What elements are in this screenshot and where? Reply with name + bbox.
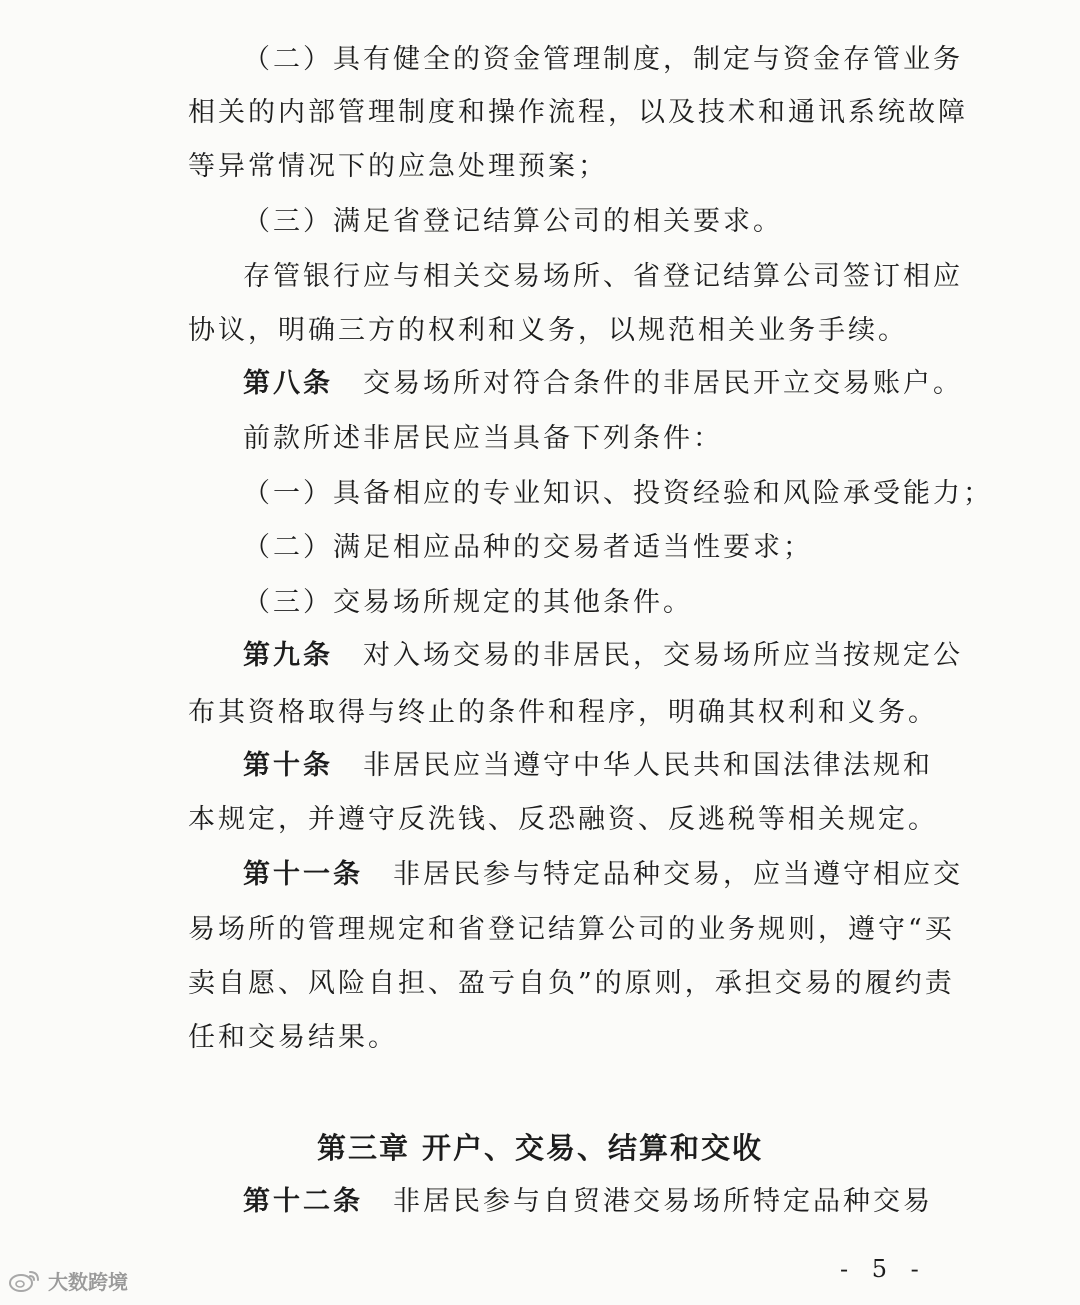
article-11-line xyxy=(0,855,1080,895)
paragraph-line xyxy=(0,311,1080,351)
line-text: 非居民应当遵守中华人民共和国法律法规和 xyxy=(363,750,933,781)
paragraph-line xyxy=(0,800,1080,840)
paragraph-line xyxy=(0,40,1080,80)
paragraph-line xyxy=(0,1018,1080,1058)
watermark-text: 大数跨境 xyxy=(48,1270,128,1294)
paragraph-line xyxy=(0,528,1080,568)
line-text: 易场所的管理规定和省登记结算公司的业务规则，遵守“买 xyxy=(188,914,955,945)
line-text: 协议，明确三方的权利和义务，以规范相关业务手续。 xyxy=(188,315,908,346)
page-number: - 5 - xyxy=(840,1255,927,1283)
paragraph-line xyxy=(0,257,1080,297)
paragraph-line xyxy=(0,202,1080,242)
article-label: 第十一条 xyxy=(243,859,363,890)
article-9-line xyxy=(0,636,1080,676)
article-label: 第十二条 xyxy=(243,1186,363,1217)
line-text: 布其资格取得与终止的条件和程序，明确其权利和义务。 xyxy=(188,697,938,728)
line-text: 等异常情况下的应急处理预案； xyxy=(188,151,608,182)
article-12-line xyxy=(0,1182,1080,1222)
paragraph-line xyxy=(0,93,1080,133)
chapter-heading: 第三章 开户、交易、结算和交收 xyxy=(316,1131,764,1165)
line-text: （一）具备相应的专业知识、投资经验和风险承受能力； xyxy=(243,478,993,509)
paragraph-line xyxy=(0,419,1080,459)
line-text: 非居民参与特定品种交易，应当遵守相应交 xyxy=(393,859,963,890)
paragraph-line xyxy=(0,474,1080,514)
paragraph-line xyxy=(0,583,1080,623)
line-text: 非居民参与自贸港交易场所特定品种交易 xyxy=(393,1186,933,1217)
article-label: 第九条 xyxy=(243,640,333,671)
line-text: 任和交易结果。 xyxy=(188,1022,398,1053)
article-8-line xyxy=(0,364,1080,404)
line-text: （三）交易场所规定的其他条件。 xyxy=(243,587,693,618)
line-text: （二）满足相应品种的交易者适当性要求； xyxy=(243,532,813,563)
paragraph-line xyxy=(0,147,1080,187)
line-text: （三）满足省登记结算公司的相关要求。 xyxy=(243,206,783,237)
line-text: 相关的内部管理制度和操作流程，以及技术和通讯系统故障 xyxy=(188,97,968,128)
line-text: 前款所述非居民应当具备下列条件： xyxy=(243,423,723,454)
article-10-line xyxy=(0,746,1080,786)
paragraph-line xyxy=(0,964,1080,1004)
paragraph-line xyxy=(0,693,1080,733)
paragraph-line xyxy=(0,910,1080,950)
line-text: （二）具有健全的资金管理制度，制定与资金存管业务 xyxy=(243,44,963,75)
weibo-logo-icon xyxy=(8,1268,42,1294)
line-text: 交易场所对符合条件的非居民开立交易账户。 xyxy=(363,368,963,399)
article-label: 第八条 xyxy=(243,368,333,399)
line-text: 本规定，并遵守反洗钱、反恐融资、反逃税等相关规定。 xyxy=(188,804,938,835)
watermark xyxy=(8,1266,128,1295)
line-text: 卖自愿、风险自担、盈亏自负”的原则，承担交易的履约责 xyxy=(188,968,955,999)
line-text: 对入场交易的非居民，交易场所应当按规定公 xyxy=(363,640,963,671)
line-text: 存管银行应与相关交易场所、省登记结算公司签订相应 xyxy=(243,261,963,292)
article-label: 第十条 xyxy=(243,750,333,781)
